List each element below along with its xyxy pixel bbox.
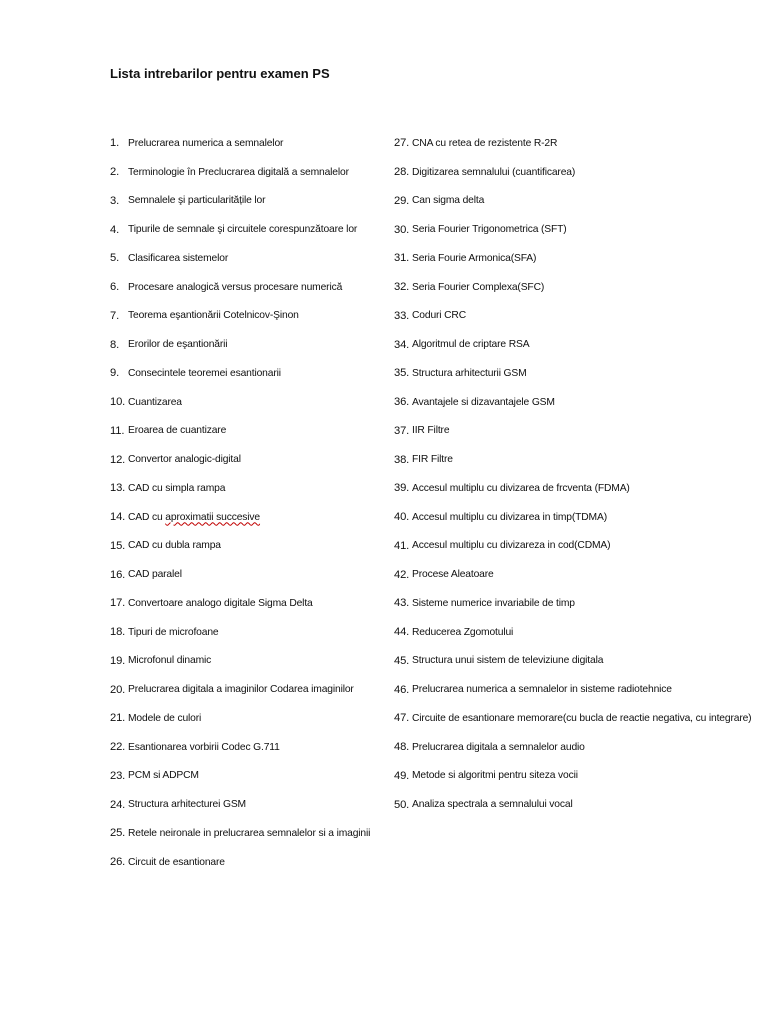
list-item <box>394 503 764 532</box>
list-item <box>394 647 764 676</box>
list-item <box>110 733 400 762</box>
item-number: 8. <box>110 338 120 351</box>
item-text: Teorema eşantionării Cotelnicov-Şinon <box>128 310 299 322</box>
item-text: Prelucrarea digitala a semnalelor audio <box>412 741 585 753</box>
item-text: Semnalele şi particularitățile lor <box>128 195 266 207</box>
list-item <box>110 215 400 244</box>
list-item <box>394 129 764 158</box>
item-number: 25. <box>110 827 126 840</box>
list-item <box>394 302 764 331</box>
list-item <box>394 532 764 561</box>
item-text: Accesul multiplu cu divizarea in timp(TDMA) <box>412 511 607 523</box>
item-number: 15. <box>110 539 126 552</box>
item-text: Algoritmul de criptare RSA <box>412 339 530 351</box>
item-text: Prelucrarea numerica a semnalelor <box>128 137 284 149</box>
list-item <box>110 158 400 187</box>
list-item <box>394 675 764 704</box>
list-item <box>394 560 764 589</box>
item-number: 6. <box>110 281 120 294</box>
list-item <box>394 417 764 446</box>
item-text: PCM si ADPCM <box>128 770 199 782</box>
item-number: 18. <box>110 626 126 639</box>
item-number: 12. <box>110 453 126 466</box>
list-item <box>110 848 400 877</box>
item-number: 1. <box>110 137 120 150</box>
item-number: 29. <box>394 194 410 207</box>
list-item <box>394 474 764 503</box>
item-number: 3. <box>110 194 120 207</box>
spellcheck-underline: aproximatii succesive <box>165 511 261 523</box>
list-item <box>110 532 400 561</box>
list-item <box>110 273 400 302</box>
item-text: FIR Filtre <box>412 454 453 466</box>
item-text: Prelucrarea numerica a semnalelor in sisteme radiotehnice <box>412 684 672 696</box>
item-text: Tipurile de semnale şi circuitele corespunzătoare lor <box>128 224 358 236</box>
list-item <box>394 215 764 244</box>
item-text: Metode si algoritmi pentru siteza vocii <box>412 770 578 782</box>
item-text: Esantionarea vorbirii Codec G.711 <box>128 741 280 753</box>
item-number: 20. <box>110 683 126 696</box>
item-text: Eroarea de cuantizare <box>128 425 227 437</box>
item-number: 38. <box>394 453 410 466</box>
list-item <box>110 388 400 417</box>
item-number: 27. <box>394 137 410 150</box>
list-item <box>110 129 400 158</box>
item-number: 2. <box>110 166 120 179</box>
item-text: CAD cu dubla rampa <box>128 540 221 552</box>
item-number: 47. <box>394 712 410 725</box>
item-number: 43. <box>394 597 410 610</box>
item-text: Procesare analogică versus procesare numerică <box>128 281 343 293</box>
item-text: Sisteme numerice invariabile de timp <box>412 597 575 609</box>
item-number: 21. <box>110 712 126 725</box>
page-title: Lista intrebarilor pentru examen PS <box>110 66 330 81</box>
item-text: Convertor analogic-digital <box>128 454 241 466</box>
item-number: 41. <box>394 539 410 552</box>
item-text: Circuite de esantionare memorare(cu bucla de reactie negativa, cu integrare) <box>412 712 752 724</box>
item-text: Seria Fourier Trigonometrica (SFT) <box>412 224 567 236</box>
item-number: 46. <box>394 683 410 696</box>
item-number: 32. <box>394 281 410 294</box>
list-item <box>110 445 400 474</box>
item-number: 39. <box>394 482 410 495</box>
item-text: IIR Filtre <box>412 425 450 437</box>
list-item <box>394 273 764 302</box>
item-text: Procese Aleatoare <box>412 569 494 581</box>
list-item <box>394 158 764 187</box>
list-item <box>110 359 400 388</box>
item-number: 19. <box>110 654 126 667</box>
item-number: 34. <box>394 338 410 351</box>
item-text: Structura arhitecturii GSM <box>412 367 527 379</box>
item-number: 10. <box>110 396 126 409</box>
item-number: 16. <box>110 568 126 581</box>
item-number: 37. <box>394 424 410 437</box>
item-text: CAD cu aproximatii succesive <box>128 511 261 523</box>
item-number: 17. <box>110 597 126 610</box>
item-number: 9. <box>110 367 120 380</box>
item-number: 45. <box>394 654 410 667</box>
item-text: Reducerea Zgomotului <box>412 626 514 638</box>
item-number: 28. <box>394 166 410 179</box>
item-text: Avantajele si dizavantajele GSM <box>412 396 555 408</box>
item-text: CAD cu simpla rampa <box>128 482 226 494</box>
list-item <box>110 762 400 791</box>
list-item <box>110 244 400 273</box>
list-item <box>110 330 400 359</box>
item-number: 5. <box>110 252 120 265</box>
item-number: 50. <box>394 798 410 811</box>
item-text: Convertoare analogo digitale Sigma Delta <box>128 597 313 609</box>
item-number: 30. <box>394 223 410 236</box>
item-text: Seria Fourier Complexa(SFC) <box>412 281 545 293</box>
item-number: 22. <box>110 741 126 754</box>
list-item <box>110 819 400 848</box>
list-item <box>394 187 764 216</box>
item-number: 7. <box>110 309 120 322</box>
item-number: 48. <box>394 741 410 754</box>
item-text: Circuit de esantionare <box>128 856 225 868</box>
item-text: Accesul multiplu cu divizarea de frcventa (FDMA) <box>412 482 630 494</box>
item-text: Structura arhitecturei GSM <box>128 799 246 811</box>
item-number: 35. <box>394 367 410 380</box>
item-number: 44. <box>394 626 410 639</box>
list-item <box>394 244 764 273</box>
item-text: Tipuri de microfoane <box>128 626 219 638</box>
item-number: 26. <box>110 856 126 869</box>
item-text: CAD paralel <box>128 569 182 581</box>
list-item <box>110 675 400 704</box>
list-item <box>110 187 400 216</box>
list-item <box>394 445 764 474</box>
list-item <box>394 359 764 388</box>
item-text: Clasificarea sistemelor <box>128 252 229 264</box>
list-item <box>394 589 764 618</box>
list-item <box>110 474 400 503</box>
item-text: Structura unui sistem de televiziune digitala <box>412 655 604 667</box>
item-text: Coduri CRC <box>412 310 467 322</box>
item-number: 4. <box>110 223 120 236</box>
list-item <box>110 790 400 819</box>
item-text: Terminologie în Preclucrarea digitală a semnalelor <box>128 166 349 178</box>
item-number: 42. <box>394 568 410 581</box>
list-item <box>110 417 400 446</box>
item-text: Can sigma delta <box>412 195 485 207</box>
list-item <box>394 790 764 819</box>
item-text: Microfonul dinamic <box>128 655 212 667</box>
item-number: 23. <box>110 769 126 782</box>
item-number: 49. <box>394 769 410 782</box>
list-item <box>394 330 764 359</box>
list-item <box>110 704 400 733</box>
item-number: 36. <box>394 396 410 409</box>
list-item <box>394 388 764 417</box>
item-text: Cuantizarea <box>128 396 182 408</box>
list-item <box>394 618 764 647</box>
question-list-right <box>394 129 764 819</box>
item-text: Erorilor de eşantionării <box>128 339 228 351</box>
list-item <box>394 733 764 762</box>
list-item <box>394 704 764 733</box>
item-text: Retele neironale in prelucrarea semnalelor si a imaginii <box>128 827 371 839</box>
question-list-left <box>110 129 400 877</box>
item-text: Consecintele teoremei esantionarii <box>128 367 281 379</box>
item-number: 13. <box>110 482 126 495</box>
item-number: 31. <box>394 252 410 265</box>
item-text: CNA cu retea de rezistente R-2R <box>412 137 558 149</box>
list-item <box>110 302 400 331</box>
list-item <box>110 647 400 676</box>
item-number: 14. <box>110 511 126 524</box>
item-text: Digitizarea semnalului (cuantificarea) <box>412 166 576 178</box>
item-number: 40. <box>394 511 410 524</box>
item-text: Accesul multiplu cu divizareza in cod(CDMA) <box>412 540 611 552</box>
list-item <box>110 618 400 647</box>
item-text: Modele de culori <box>128 712 202 724</box>
list-item <box>110 503 400 532</box>
list-item <box>110 589 400 618</box>
list-item <box>110 560 400 589</box>
item-number: 11. <box>110 424 125 437</box>
item-number: 24. <box>110 798 126 811</box>
item-text: Prelucrarea digitala a imaginilor Codarea imaginilor <box>128 684 354 696</box>
item-text: Seria Fourie Armonica(SFA) <box>412 252 537 264</box>
item-number: 33. <box>394 309 410 322</box>
item-text: Analiza spectrala a semnalului vocal <box>412 799 573 811</box>
list-item <box>394 762 764 791</box>
